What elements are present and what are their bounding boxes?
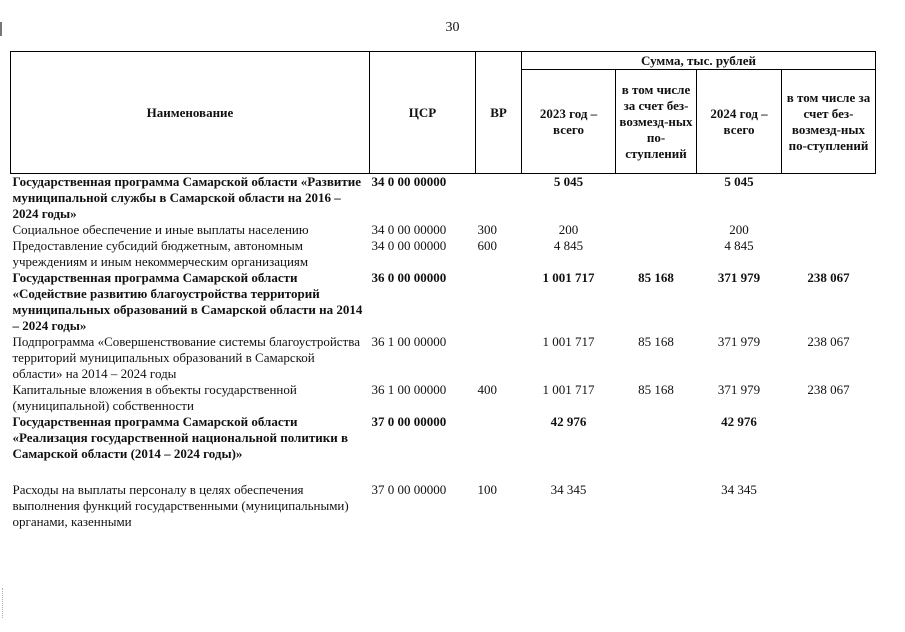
row-2024-grant: 238 067	[807, 382, 850, 397]
table-row	[11, 222, 876, 238]
table-header	[11, 52, 876, 174]
row-vr: 400	[477, 382, 497, 397]
row-2024-grant: 238 067	[807, 270, 850, 285]
row-2023-grant	[616, 222, 697, 238]
row-2024-grant	[782, 174, 876, 223]
row-name: Расходы на выплаты персоналу в целях обеспечения выполнения функций государственными (муниципальными) органами, казенными	[12, 482, 349, 529]
table-row	[11, 414, 876, 462]
row-2023-total: 1 001 717	[542, 270, 595, 285]
header-sum-group: Сумма, тыс. рублей	[522, 52, 876, 70]
row-csr: 34 0 00 00000	[371, 238, 447, 253]
row-2023-total: 1 001 717	[542, 382, 595, 397]
row-vr	[476, 174, 522, 223]
row-2024-total: 42 976	[721, 414, 757, 429]
table-row	[11, 334, 876, 382]
row-2023-total: 42 976	[550, 414, 587, 429]
header-2023-grant: в том числе за счет без-возмезд-ных по-ступлений	[616, 70, 697, 174]
row-2024-total: 5 045	[724, 174, 754, 189]
header-vr: ВР	[476, 52, 522, 174]
row-2023-grant	[616, 414, 697, 462]
row-2023-grant: 85 168	[638, 270, 674, 285]
row-vr: 300	[477, 222, 497, 237]
row-2024-grant	[782, 222, 876, 238]
scan-edge-speck	[2, 588, 11, 618]
row-name: Предоставление субсидий бюджетным, автономным учреждениям и иным некоммерческим организациям	[12, 238, 309, 269]
row-name: Государственная программа Самарской области «Содействие развитию благоустройства территорий муниципальных образований в Самарской области на 2014 – 2024 годы»	[12, 270, 363, 333]
table-row	[11, 238, 876, 270]
page-number: 30	[445, 20, 460, 35]
table-row	[11, 382, 876, 414]
row-vr	[476, 414, 522, 462]
row-2024-total: 371 979	[717, 334, 761, 349]
table-row	[11, 270, 876, 334]
spacer-cell	[11, 462, 876, 482]
row-2023-grant: 85 168	[638, 382, 674, 397]
row-2024-grant: 238 067	[807, 334, 850, 349]
row-csr: 36 1 00 00000	[371, 334, 447, 349]
row-2024-total: 34 345	[721, 482, 757, 497]
row-csr: 36 0 00 00000	[371, 270, 447, 285]
row-csr: 34 0 00 00000	[371, 174, 447, 189]
header-name: Наименование	[11, 52, 370, 174]
row-2024-grant	[782, 238, 876, 270]
table-row	[11, 482, 876, 530]
row-csr: 36 1 00 00000	[371, 382, 447, 397]
row-vr: 100	[477, 482, 497, 497]
header-2024-total: 2024 год – всего	[697, 70, 782, 174]
row-2024-total: 4 845	[724, 238, 754, 253]
row-2024-total: 371 979	[717, 382, 761, 397]
row-name: Государственная программа Самарской области «Реализация государственной национальной политики в Самарской области (2014 – 2024 годы)»	[12, 414, 348, 461]
row-csr: 37 0 00 00000	[371, 482, 447, 497]
row-2023-grant	[616, 238, 697, 270]
header-csr: ЦСР	[370, 52, 476, 174]
row-2023-grant: 85 168	[638, 334, 674, 349]
row-name: Капитальные вложения в объекты государственной (муниципальной) собственности	[12, 382, 297, 413]
table-row	[11, 174, 876, 223]
row-2024-grant	[782, 482, 876, 530]
table-body	[11, 174, 876, 531]
budget-table	[10, 51, 876, 530]
header-2024-grant: в том числе за счет без-возмезд-ных по-ступлений	[782, 70, 876, 174]
row-csr: 34 0 00 00000	[371, 222, 447, 237]
row-2023-total: 34 345	[550, 482, 587, 497]
row-2023-total: 4 845	[553, 238, 584, 253]
row-spacer	[11, 462, 876, 482]
row-2023-total: 5 045	[553, 174, 584, 189]
row-2023-total: 200	[558, 222, 579, 237]
row-2023-grant	[616, 174, 697, 223]
row-name: Социальное обеспечение и иные выплаты населению	[12, 222, 309, 237]
row-2024-grant	[782, 414, 876, 462]
row-vr	[476, 270, 522, 334]
row-2023-total: 1 001 717	[542, 334, 595, 349]
row-name: Подпрограмма «Совершенствование системы благоустройства территорий муниципальных образований в Самарской области» на 2014 – 2024 годы	[12, 334, 360, 381]
row-2024-total: 371 979	[717, 270, 761, 285]
row-vr: 600	[477, 238, 497, 253]
row-2024-total: 200	[729, 222, 749, 237]
row-name: Государственная программа Самарской области «Развитие муниципальной службы в Самарской области на 2016 – 2024 годы»	[12, 174, 362, 221]
header-2023-total: 2023 год – всего	[522, 70, 616, 174]
row-vr	[476, 334, 522, 382]
row-csr: 37 0 00 00000	[371, 414, 447, 429]
row-2023-grant	[616, 482, 697, 530]
